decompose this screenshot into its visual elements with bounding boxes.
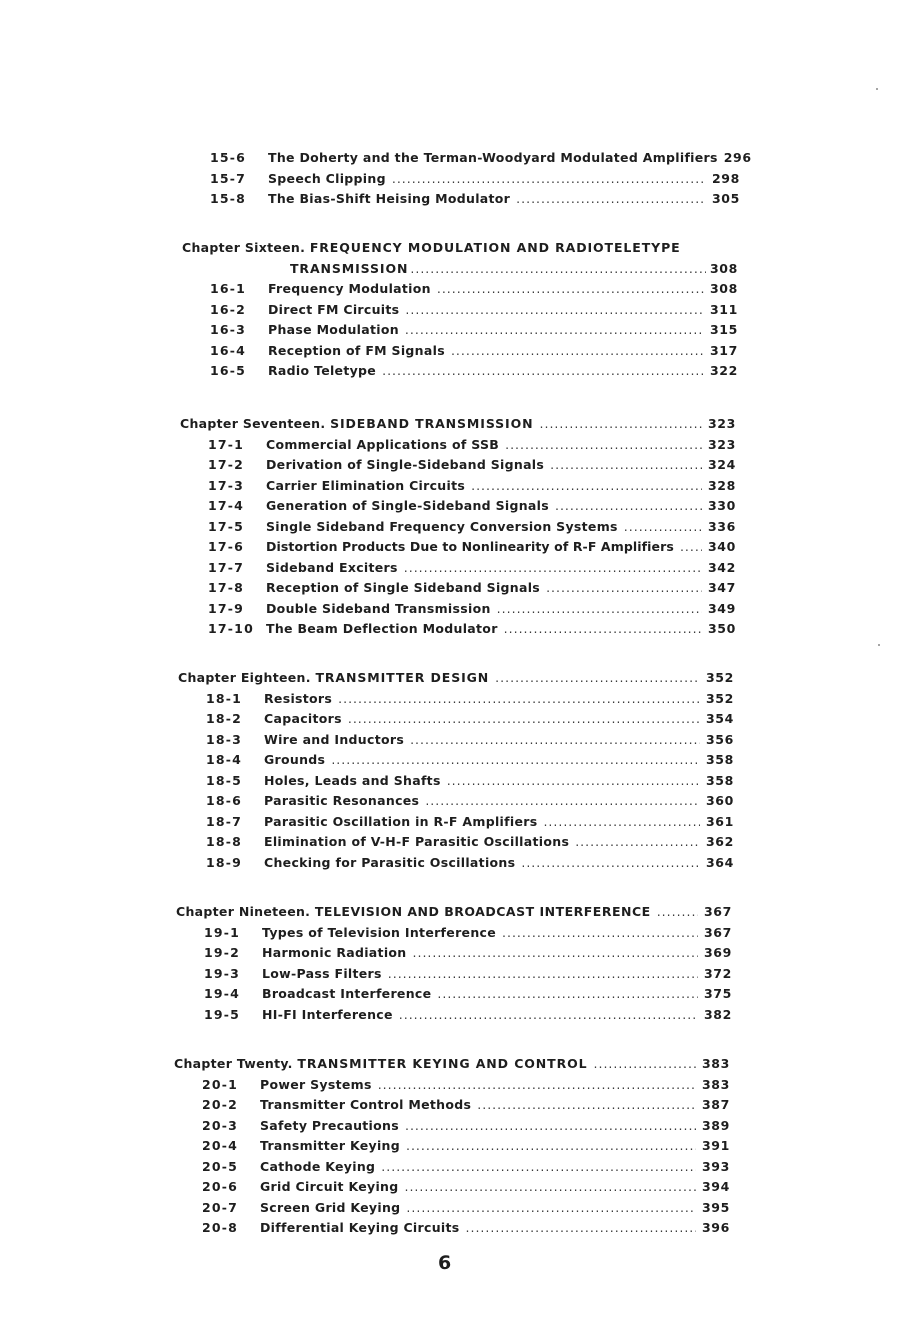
leader-dots [540,416,703,431]
leader-dots [555,498,702,513]
entry-title: Broadcast Interference [262,986,432,1001]
entry-number: 17-7 [208,559,245,575]
entry-page: 298 [712,170,740,186]
entry-number: 19-5 [204,1006,241,1022]
entry-number: 17-8 [208,580,245,595]
entry-title: Elimination of V-H-F Parasitic Oscillations [264,834,570,849]
entry-number: 17-10 [208,621,254,636]
entry-page: 349 [708,600,736,616]
leader-dots [546,580,702,595]
chapter-label: Chapter Eighteen. [178,670,311,685]
toc-entry [176,945,732,966]
leader-dots [425,793,700,808]
chapter-seventeen [180,416,736,642]
entry-title: Capacitors [264,711,342,726]
entry-page: 358 [706,772,734,788]
entry-title: Double Sideband Transmission [266,600,491,616]
toc-entry [182,363,738,384]
chapter-title: FREQUENCY MODULATION AND RADIOTELETYPE [309,240,681,255]
leader-dots [502,925,698,940]
chapter-page: 352 [706,670,734,685]
entry-page: 352 [706,690,734,706]
entry-number: 19-2 [204,945,241,960]
entry-number: 17-2 [208,457,245,472]
toc-entry [174,1097,730,1118]
chapter-heading [182,240,738,261]
entry-page: 336 [708,518,736,534]
leader-dots [437,986,698,1001]
scan-speck [876,88,878,90]
toc-entry [180,621,736,642]
entry-number: 18-9 [206,854,243,870]
leader-dots [437,281,704,296]
chapter-page: 383 [702,1056,730,1071]
entry-title: Transmitter Keying [260,1138,400,1153]
entry-page: 358 [706,752,734,767]
chapter-page: 367 [704,904,732,919]
chapter-page: 323 [708,416,736,431]
chapter-heading [180,416,736,437]
leader-dots [405,322,704,337]
entry-page: 369 [704,945,732,960]
chapter-eighteen [178,670,734,875]
toc-entry [182,343,738,364]
entry-title: Grounds [264,752,326,767]
entry-number: 20-5 [202,1158,239,1174]
entry-page: 382 [704,1006,732,1022]
chapter-title: TRANSMITTER KEYING AND CONTROL [297,1056,588,1071]
leader-dots [516,191,706,206]
top-entries [182,150,752,212]
entry-page: 347 [708,580,736,595]
leader-dots [466,1220,697,1235]
entry-title: Parasitic Oscillation in R-F Amplifiers [264,813,538,829]
toc-entry [182,171,740,192]
leader-dots [680,539,702,554]
leader-dots [381,1159,696,1174]
toc-entry [178,711,734,732]
entry-title: Types of Television Interference [262,924,497,940]
entry-number: 15-6 [210,150,247,165]
entry-page: 395 [702,1199,730,1215]
entry-title: Checking for Parasitic Oscillations [264,854,516,870]
toc-entry [178,732,734,753]
entry-page: 315 [710,322,738,337]
entry-page: 330 [708,498,736,513]
entry-title: Power Systems [260,1076,372,1092]
entry-title: Generation of Single-Sideband Signals [266,498,549,513]
entry-number: 15-8 [210,191,247,206]
entry-title: Reception of Single Sideband Signals [266,580,541,595]
entry-title: Radio Teletype [268,363,377,378]
toc-entry [182,302,738,323]
entry-page: 340 [708,539,736,554]
leader-dots [404,1179,696,1194]
entry-page: 323 [708,436,736,452]
page-folio: 6 [438,1252,452,1274]
leader-dots [410,261,706,276]
entry-title: The Bias-Shift Heising Modulator [268,191,511,206]
entry-number: 16-1 [210,281,247,296]
chapter-heading [176,904,732,925]
leader-dots [575,834,700,849]
scan-speck [878,644,880,646]
entry-page: 361 [706,813,734,829]
entry-title: Derivation of Single-Sideband Signals [266,457,545,472]
entry-number: 16-3 [210,322,247,337]
entry-page: 356 [706,731,734,747]
leader-dots [657,904,698,919]
entry-title: Distortion Products Due to Nonlinearity of R-F Amplifiers [266,539,674,554]
toc-entry [180,437,736,458]
leader-dots [405,302,704,317]
leader-dots [392,171,706,186]
entry-number: 16-2 [210,301,247,317]
leader-dots [388,966,698,981]
leader-dots [543,814,700,829]
entry-title: Harmonic Radiation [262,945,407,960]
toc-entry [182,281,738,302]
toc-entry [174,1220,730,1241]
toc-entry [176,925,732,946]
leader-dots [624,519,702,534]
chapter-twenty [174,1056,730,1241]
leader-dots [451,343,704,358]
toc-entry [178,691,734,712]
entry-number: 17-6 [208,539,245,554]
chapter-label: Chapter Nineteen. [176,904,311,919]
entry-page: 342 [708,559,736,575]
entry-title: Holes, Leads and Shafts [264,772,441,788]
entry-number: 20-1 [202,1076,239,1092]
leader-dots [378,1077,696,1092]
entry-title: Speech Clipping [268,170,386,186]
entry-page: 305 [712,191,740,206]
leader-dots [594,1056,697,1071]
entry-number: 18-4 [206,752,243,767]
entry-number: 17-9 [208,600,245,616]
entry-number: 17-3 [208,477,245,493]
toc-entry [176,986,732,1007]
toc-entry [174,1179,730,1200]
chapter-heading [174,1056,730,1077]
entry-page: 367 [704,924,732,940]
leader-dots [413,945,699,960]
entry-page: 296 [723,150,752,165]
chapter-page: 308 [710,260,738,276]
toc-entry [178,793,734,814]
entry-number: 19-3 [204,965,241,981]
chapter-title: SIDEBAND TRANSMISSION [330,416,534,431]
toc-entry [174,1200,730,1221]
entry-page: 393 [702,1158,730,1174]
entry-number: 17-1 [208,436,245,452]
entry-title: Direct FM Circuits [268,301,400,317]
entry-number: 20-7 [202,1199,239,1215]
leader-dots [477,1097,696,1112]
toc-entry [180,601,736,622]
entry-page: 387 [702,1097,730,1112]
entry-title: Sideband Exciters [266,559,398,575]
chapter-title: TRANSMITTER DESIGN [315,670,490,685]
leader-dots [505,437,702,452]
toc-entry [176,966,732,987]
entry-page: 360 [706,793,734,808]
entry-title: Transmitter Control Methods [260,1097,472,1112]
entry-number: 18-1 [206,690,243,706]
leader-dots [404,560,702,575]
toc-entry [180,539,736,560]
leader-dots [447,773,700,788]
leader-dots [495,670,700,685]
entry-number: 19-4 [204,986,241,1001]
entry-title: Differential Keying Circuits [260,1220,460,1235]
entry-number: 18-3 [206,731,243,747]
toc-entry [174,1138,730,1159]
toc-entry [180,498,736,519]
entry-number: 20-2 [202,1097,239,1112]
entry-title: Low-Pass Filters [262,965,382,981]
entry-number: 20-8 [202,1220,239,1235]
entry-title: Cathode Keying [260,1158,376,1174]
toc-entry [174,1159,730,1180]
entry-page: 383 [702,1076,730,1092]
entry-page: 396 [702,1220,730,1235]
leader-dots [382,363,704,378]
entry-number: 19-1 [204,924,241,940]
leader-dots [550,457,702,472]
entry-page: 308 [710,281,738,296]
toc-entry [174,1077,730,1098]
entry-title: The Beam Deflection Modulator [266,621,498,636]
toc-entry [178,834,734,855]
entry-title: Carrier Elimination Circuits [266,477,466,493]
entry-title: Reception of FM Signals [268,342,445,358]
toc-entry [178,855,734,876]
entry-title: The Doherty and the Terman-Woodyard Modulated Amplifiers [268,150,718,165]
entry-number: 16-4 [210,342,247,358]
entry-page: 391 [702,1138,730,1153]
entry-number: 18-5 [206,772,243,788]
entry-number: 20-6 [202,1179,239,1194]
toc-entry [182,150,752,171]
leader-dots [410,732,700,747]
toc-entry [180,478,736,499]
entry-title: Commercial Applications of SSB [266,436,500,452]
chapter-label: Chapter Seventeen. [180,416,326,431]
chapter-label: Chapter Sixteen. [182,240,306,255]
entry-page: 389 [702,1117,730,1133]
entry-number: 17-5 [208,518,245,534]
toc-entry [176,1007,732,1028]
entry-page: 328 [708,477,736,493]
entry-number: 18-7 [206,813,243,829]
toc-entry [178,773,734,794]
entry-title: Phase Modulation [268,322,399,337]
entry-page: 354 [706,711,734,726]
toc-entry [178,752,734,773]
entry-number: 16-5 [210,363,247,378]
entry-number: 17-4 [208,498,245,513]
entry-number: 20-3 [202,1117,239,1133]
entry-title: Single Sideband Frequency Conversion Systems [266,518,618,534]
leader-dots [338,691,700,706]
leader-dots [504,621,702,636]
entry-page: 364 [706,854,734,870]
entry-number: 18-8 [206,834,243,849]
entry-page: 362 [706,834,734,849]
entry-title: HI-FI Interference [262,1006,393,1022]
toc-entry [182,191,740,212]
chapter-nineteen [176,904,732,1027]
entry-page: 324 [708,457,736,472]
entry-number: 18-6 [206,793,243,808]
chapter-sixteen [182,240,738,384]
entry-page: 317 [710,342,738,358]
leader-dots [471,478,702,493]
entry-page: 311 [710,301,738,317]
entry-page: 350 [708,621,736,636]
chapter-heading-continued [182,261,738,282]
chapter-title: TELEVISION AND BROADCAST INTERFERENCE [314,904,651,919]
entry-page: 394 [702,1179,730,1194]
leader-dots [406,1138,696,1153]
toc-entry [180,519,736,540]
leader-dots [405,1118,696,1133]
leader-dots [348,711,700,726]
toc-entry [180,457,736,478]
entry-number: 20-4 [202,1138,239,1153]
toc-entry [182,322,738,343]
leader-dots [521,855,700,870]
entry-title: Parasitic Resonances [264,793,420,808]
toc-entry [180,560,736,581]
entry-page: 372 [704,965,732,981]
entry-title: Grid Circuit Keying [260,1179,399,1194]
chapter-label: Chapter Twenty. [174,1056,293,1071]
toc-entry [178,814,734,835]
entry-title: Safety Precautions [260,1117,399,1133]
entry-title: Frequency Modulation [268,281,431,296]
chapter-heading [178,670,734,691]
leader-dots [497,601,702,616]
entry-number: 18-2 [206,711,243,726]
leader-dots [331,752,700,767]
leader-dots [399,1007,698,1022]
entry-number: 15-7 [210,170,247,186]
entry-title: Screen Grid Keying [260,1199,401,1215]
toc-entry [180,580,736,601]
entry-title: Wire and Inductors [264,731,405,747]
chapter-title-continued: TRANSMISSION [290,260,409,276]
toc-entry [174,1118,730,1139]
entry-page: 322 [710,363,738,378]
entry-title: Resistors [264,690,333,706]
leader-dots [406,1200,696,1215]
entry-page: 375 [704,986,732,1001]
